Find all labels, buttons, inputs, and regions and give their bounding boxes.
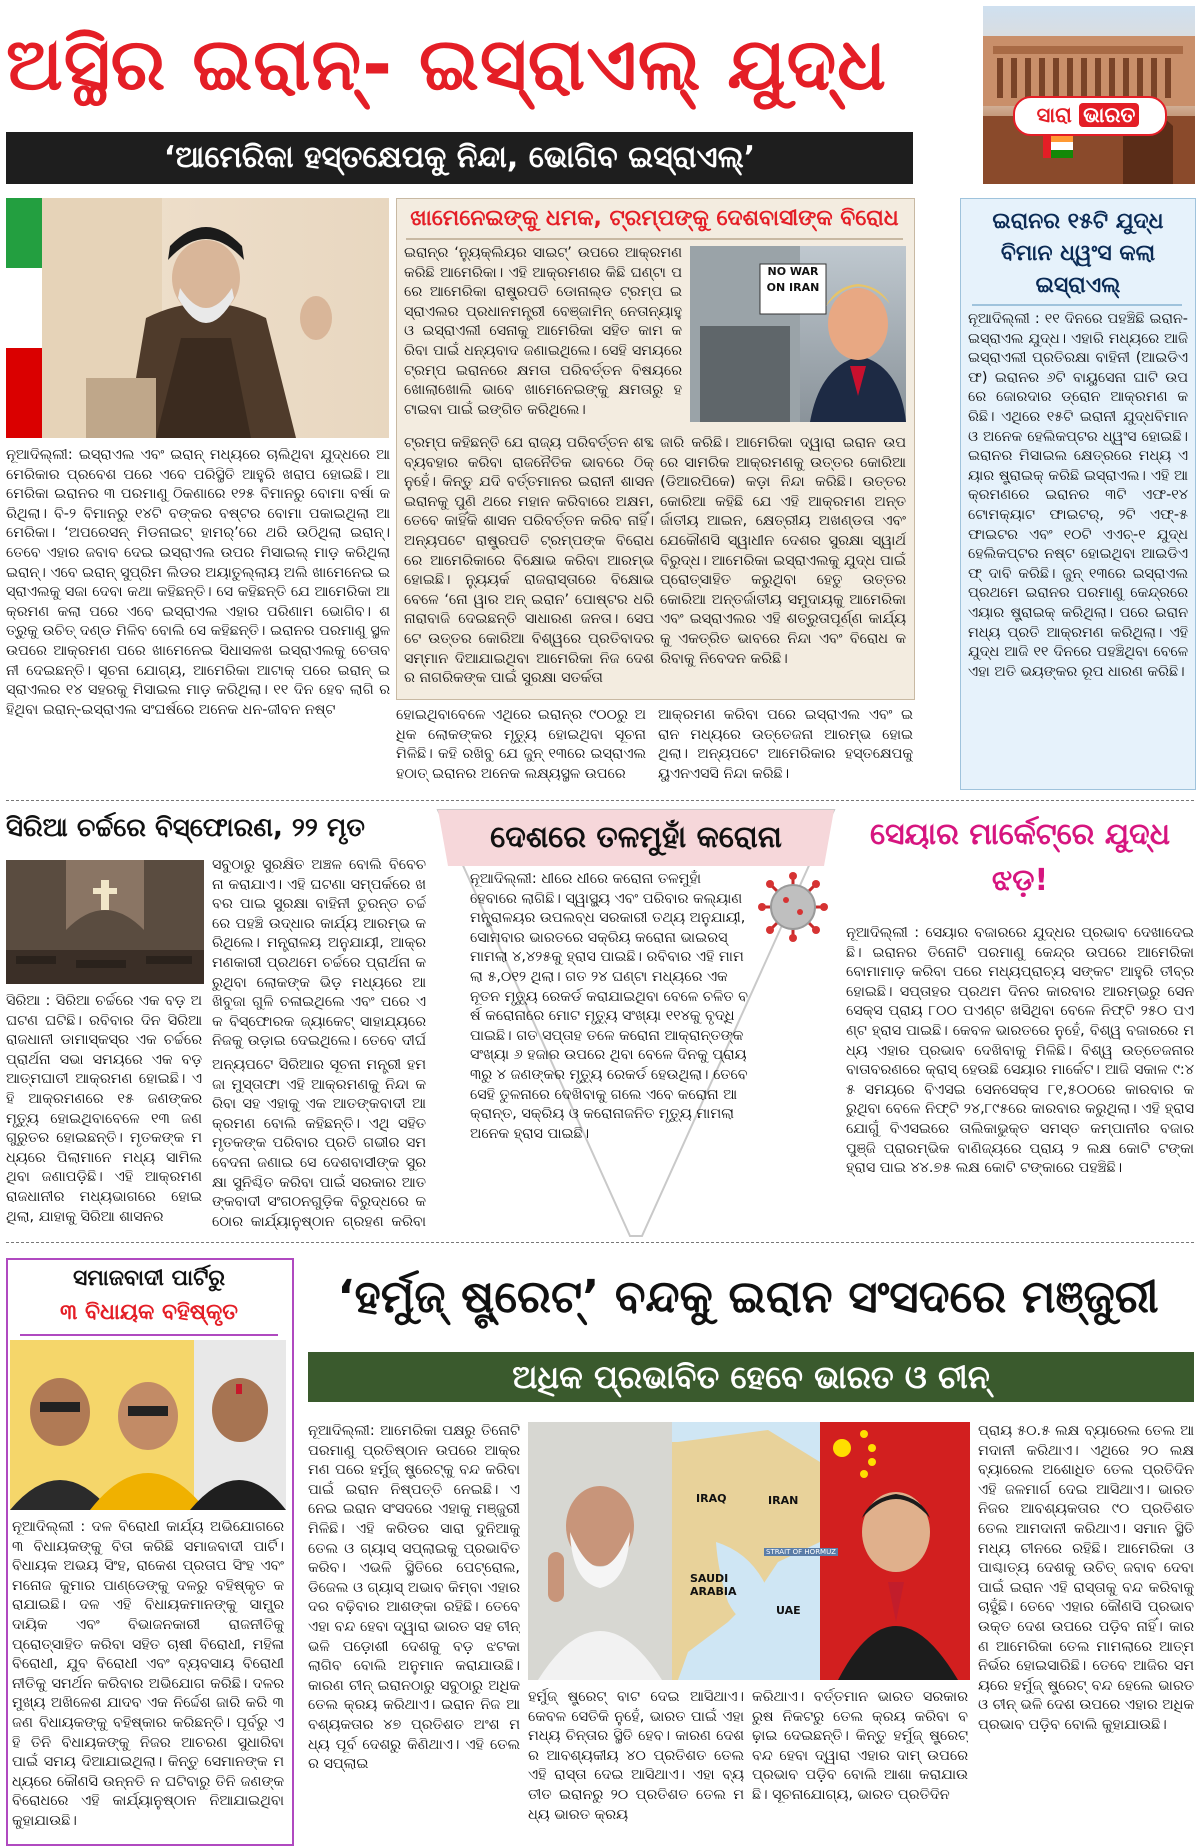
main-subline: ‘ଆମେରିକା ହସ୍ତକ୍ଷେପକୁ ନିନ୍ଦା, ଭୋଗିବ ଇସ୍ରାଏଲ୍‌’	[163, 140, 756, 175]
syria-church-photo	[6, 860, 204, 984]
lead-body: ନୂଆଦିଲ୍ଲୀ: ଇସ୍ରାଏଲ ଏବଂ ଇରାନ୍‌ ମଧ୍ୟରେ ଚାଲିଥିବା ଯୁଦ୍ଧରେ ଆମେରିକାର ପ୍ରବେଶ ପରେ ଏବେ ପରିସ୍ଥିତି ଆହୁରି ଖରାପ ହୋଇଛି। ଆମେରିକା ଇରାନର ୩ ପରମାଣୁ ଠିକଣାରେ ୧୨୫ ବିମାନରୁ ବୋମା ବର୍ଷା କରିଥିଲା। ବି-୨ ବିମାନରୁ ୧୪ଟି ବଙ୍କର ବଷ୍ଟର ବୋମା ପକାଇଥିଲା ଆମେରିକା। ‘ଅପରେସନ୍‌ ମିଡନାଇଟ୍‌ ହାମର୍‌’ରେ ଥରି ଉଠିଥିଲା ଇରାନ୍‌। ତେବେ ଏହାର ଜବାବ ଦେଇ ଇସ୍ରାଏଲ ଉପର ମିସାଇଲ୍‌ ମାଡ଼ କରିଥିଲା ଇରାନ୍‌। ଏବେ ଇରାନ୍‌ ସୁପ୍ରିମ ଲିଡର ଅୟାତୁଲ୍ଲାୟ ଅଲି ଖାମେନେଇ ଇସ୍ରାଏଲକୁ ସଜା ଦେବା କଥା କହିଛନ୍ତି। ସେ କହିଛନ୍ତି ଯେ ଆମେରିକା ଆକ୍ରମଣ କଲା ପରେ ଏବେ ଇସ୍ରାଏଲ ଏହାର ପରିଣାମ ଭୋଗିବ। ଶତ୍ରୁକୁ ଉଚିତ୍‌ ଦଣ୍ଡ ମିଳିବ ବୋଲି ସେ କହିଛନ୍ତି। ଇରାନର ପରମାଣୁ ସ୍ଥଳ ଉପରେ ଆକ୍ରମଣ ପରେ ଖାମେନେଇ ସିଧାସଳଖ ଇସ୍ରାଏଲକୁ ଚେତାବନୀ ଦେଇଛନ୍ତି। ସୂଚନା ଯୋଗ୍ୟ, ଆମେରିକା ଆଟାକ୍‌ ପରେ ଇରାନ୍‌ ଇସ୍ରାଏଲର ୧୪ ସହରକୁ ମିସାଇଲ ମାଡ଼ କରିଥିଲା। ୧୧ ଦିନ ହେବ ଲାଗି ରହିଥିବା ଇରାନ୍‌-ଇସ୍ରାଏଲ ସଂଘର୍ଷରେ ଅନେକ ଧନ-ଜୀବନ ନଷ୍ଟ	[6, 447, 390, 718]
map-label-iraq: IRAQ	[696, 1492, 727, 1505]
khamenei-headline-rule	[406, 238, 903, 240]
parliament-illustration	[983, 6, 1195, 184]
jets-headline-rule	[972, 304, 1182, 306]
sp-headline-1: ସମାଜବାଦୀ ପାର୍ଟିରୁ	[72, 1266, 226, 1291]
sp-body: ନୂଆଦିଲ୍ଲୀ : ଦଳ ବିରୋଧୀ କାର୍ଯ୍ୟ ଅଭିଯୋଗରେ ୩ ବିଧାୟକଙ୍କୁ ବିତା କରିଛି ସମାଜବାଦୀ ପାର୍ଟି। ବିଧାୟକ ଅଭୟ ସିଂହ, ରାକେଶ ପ୍ରତାପ ସିଂହ ଏବଂ ମନୋଜ କୁମାର ପାଣ୍ଡେଙ୍କୁ ଦଳରୁ ବହିଷ୍କୃତ କରାଯାଇଛି। ଦଳ ଏହି ବିଧାୟକମାନଙ୍କୁ ସାମ୍ପ୍ରଦାୟିକ ଏବଂ ବିଭାଜନକାରୀ ରାଜନୀତିକୁ ପ୍ରୋତ୍ସାହିତ କରିବା ସହିତ ଚାଷୀ ବିରୋଧୀ, ମହିଳା ବିରୋଧୀ, ଯୁବ ବିରୋଧୀ ଏବଂ ବ୍ୟବସାୟ ବିରୋଧୀ ନୀତିକୁ ସମର୍ଥନ କରିବାର ଅଭିଯୋଗ କରିଛି। ଦଳର ମୁଖ୍ୟ ଅଖିଳେଶ ଯାଦବ ଏକ ନିର୍ଦ୍ଦେଶ ଜାରି କରି ୩ ଜଣ ବିଧାୟକଙ୍କୁ ବହିଷ୍କାର କରିଛନ୍ତି। ପୂର୍ବରୁ ଏହି ତିନି ବିଧାୟକଙ୍କୁ ନିଜର ଆଚରଣ ସୁଧାରିବା ପାଇଁ ସମୟ ଦିଆଯାଇଥିଲା। କିନ୍ତୁ ସେମାନଙ୍କ ମଧ୍ୟରେ କୌଣସି ଉନ୍ନତି ନ ଘଟିବାରୁ ତିନି ଜଣଙ୍କ ବିରୋଧରେ ଏହି କାର୍ଯ୍ୟାନୁଷ୍ଠାନ ନିଆଯାଇଥିବା କୁହାଯାଉଛି।	[12, 1519, 284, 1829]
khamenei-story-body2: ଟ୍ରମ୍ପ କହିଛନ୍ତି ଯେ ରାଜ୍ୟ ପରିବର୍ତ୍ତନ ଶବ୍ଦ ବ୍ୟବହାର କରିବା ରାଜନୈତିକ ଭାବରେ ଠିକ୍‌ ନୁହେଁ। କିନ୍ତୁ ଯଦି ବର୍ତ୍ତମାନର ଇରାନୀ ଶାସନ ଇରାନକୁ ପୁଣି ଥରେ ମହାନ କରିବାରେ ଅକ୍ଷମ, ତେବେ କାହିଁକି ଶାସନ ପରିବର୍ତ୍ତନ କରିବ ନାହିଁ। ଅନ୍ୟପଟେ ରାଷ୍ଟ୍ରପତି ଟ୍ରମ୍ପଙ୍କ ବିରୋଧରେ ଆମେରିକାରେ ବିକ୍ଷୋଭ କରିବା ଆରମ୍ଭ ହୋଇଛି। ନ୍ୟୁୟର୍କ ରାଜରାସ୍ତାରେ ବିକ୍ଷୋଭ ବେଳେ ‘ନୋ ୱାର ଅନ୍‌ ଇରାନ’ ପୋଷ୍ଟର ଧରି ନାରାବାଜି ଦେଇଛନ୍ତି ସାଧାରଣ ଜନତା। ସେପଟେ ଉତ୍ତର କୋରିଆ ବିଶ୍ୱରେ ପ୍ରତିବାଦର ସମ୍ମାନ ଦିଆଯାଇଥିବା ଆମେରିକା ନିଜ ଦେଶର ନାଗରିକଙ୍କ ପାଇଁ ସୁରକ୍ଷା ସତର୍କତା	[404, 435, 654, 687]
syria-church-illustration	[6, 860, 204, 984]
divider-2	[6, 1242, 1194, 1243]
sp-mla-photo	[10, 1340, 286, 1510]
hormuz-body-left: ନୂଆଦିଲ୍ଲୀ: ଆମେରିକା ପକ୍ଷରୁ ତିନୋଟି ପରମାଣୁ ପ୍ରତିଷ୍ଠାନ ଉପରେ ଆକ୍ରମଣ ପରେ ହର୍ମୁଜ୍‌ ଷ୍ଟ୍ରେଟ୍‌କୁ ବନ୍ଦ କରିବା ପାଇଁ ଇରାନ ନିଷ୍ପତ୍ତି ନେଇଛି। ଏନେଇ ଇରାନ ସଂସଦରେ ଏହାକୁ ମଞ୍ଜୁରୀ ମିଳିଛି। ଏହି କରିଡର ସାରା ଦୁନିଆକୁ ତେଲ ଓ ଗ୍ୟାସ୍‌ ସପ୍ଲାଇକୁ ପ୍ରଭାବିତ କରିବ। ଏଭଳି ସ୍ଥିତିରେ ପେଟ୍ରୋଲ, ଡିଜେଲ ଓ ଗ୍ୟାସ୍‌ ଅଭାବ କିମ୍ବା ଏହାର ଦର ବଢ଼ିବାର ଆଶଙ୍କା ରହିଛି। ତେବେ ଏହା ବନ୍ଦ ହେବା ଦ୍ୱାରା ଭାରତ ସହ ଚୀନ୍‌ ଭଳି ପଡ଼ୋଶୀ ଦେଶକୁ ବଡ଼ ଝଟକା ଲାଗିବ ବୋଲି ଅନୁମାନ କରାଯାଉଛି। କାରଣ ଚୀନ୍‌ ଇରାନଠାରୁ ସବୁଠାରୁ ଅଧିକ ତେଲ କ୍ରୟ କରିଥାଏ। ଇରାନ ନିଜ ଆବଶ୍ୟକତାର ୪୭ ପ୍ରତିଶତ ଅଂଶ ମଧ୍ୟ ପୂର୍ବ ଦେଶରୁ କିଣିଥାଏ। ଏହି ତେଲର ସପ୍ଲାଇ	[308, 1423, 520, 1773]
hormuz-body-right: ପ୍ରାୟ ୫୦.୫ ଲକ୍ଷ ବ୍ୟାରେଲ ତେଲ ଆମଦାନୀ କରିଥାଏ। ଏଥିରେ ୨୦ ଲକ୍ଷ ବ୍ୟାରେଲ ଅଶୋଧିତ ତେଲ ପ୍ରତିଦିନ ଏହି ଜଳମାର୍ଗ ଦେଇ ଆସିଥାଏ। ଭାରତ ନିଜର ଆବଶ୍ୟକତାର ୯୦ ପ୍ରତିଶତ ତେଲ ଆମଦାନୀ କରିଥାଏ। ସମାନ ସ୍ଥିତି ମଧ୍ୟ ଚୀନରେ ରହିଛି। ଆମେରିକା ଓ ପାଶ୍ଚାତ୍ୟ ଦେଶକୁ ଉଚିତ୍‌ ଜବାବ ଦେବା ପାଇଁ ଇରାନ ଏହି ରାସ୍ତାକୁ ବନ୍ଦ କରିବାକୁ ଚାହୁଁଛି। ତେବେ ଏହାର କୌଣସି ପ୍ରଭାବ ଉକ୍ତ ଦେଶ ଉପରେ ପଡ଼ିବ ନାହିଁ। କାରଣ ଆମେରିକା ତେଲ ମାମଲାରେ ଆତ୍ମନିର୍ଭର ହୋଇସାରିଛି। ତେବେ ଆଜିର ସମୟରେ ହର୍ମୁଜ୍‌ ଷ୍ଟ୍ରେଟ୍‌ ବନ୍ଦ ହେଲେ ଭାରତ ଓ ଚୀନ୍‌ ଭଳି ଦେଶ ଉପରେ ଏହାର ଅଧିକ ପ୍ରଭାବ ପଡ଼ିବ ବୋଲି କୁହାଯାଉଛି।	[978, 1423, 1194, 1733]
section-label-part1: ସାରା	[1036, 103, 1072, 127]
protest-sign-text: NO WAR ON IRAN	[766, 265, 820, 294]
khamenei-photo	[6, 198, 389, 438]
jets-story-body: ନୂଆଦିଲ୍ଲୀ : ୧୧ ଦିନରେ ପହଞ୍ଚିଛି ଇରାନ-ଇସ୍ରାଏଲ ଯୁଦ୍ଧ। ଏହାରି ମଧ୍ୟରେ ଆଜି ଇସ୍ରାଏଲୀ ପ୍ରତିରକ୍ଷା ବାହିନୀ (ଆଇଡିଏଫ) ଇରାନର ୬ଟି ବାୟୁସେନା ଘାଟି ଉପରେ ଜୋରଦାର ଡ୍ରୋନ ଆକ୍ରମଣ କରିଛି। ଏଥିରେ ୧୫ଟି ଇରାନୀ ଯୁଦ୍ଧବିମାନ ଓ ଅନେକ ହେଲିକପ୍ଟର ଧ୍ୱଂସ ହୋଇଛି। ଇରାନର ମିସାଇଲ କ୍ଷେତ୍ରରେ ମଧ୍ୟ ଏୟାର ଷ୍ଟ୍ରାଇକ୍‌ କରିଛି ଇସ୍ରାଏଲ। ଏହି ଆକ୍ରମଣରେ ଇରାନର ୩ଟି ଏଫ-୧୪ ଟୋମକ୍ୟାଟ ଫାଇଟର୍‌, ୨ଟି ଏଫ୍‌-୫ ଫାଇଟର ଏବଂ ୧୦ଟି ଏଏଚ୍‌-୧ ଯୁଦ୍ଧ ହେଲିକପ୍ଟର ନଷ୍ଟ ହୋଇଥିବା ଆଇଡିଏଫ୍‌ ଦାବି କରିଛି। ଜୁନ୍‌ ୧୩ରେ ଇସ୍ରାଏଲ ପ୍ରଥମେ ଇରାନର ପରମାଣୁ କେନ୍ଦ୍ରରେ ଏୟାର ଷ୍ଟ୍ରାଇକ୍‌ କରିଥିଲା। ପରେ ଇରାନ ମଧ୍ୟ ପ୍ରତି ଆକ୍ରମଣ କରିଥିଲା। ଏହି ଯୁଦ୍ଧ ଆଜି ୧୧ ଦିନରେ ପହଞ୍ଚିଥିବା ବେଳେ ଏହା ଅତି ଭୟଙ୍କର ରୂପ ଧାରଣ କରିଛି।	[968, 311, 1188, 680]
jets-story-headline: ଇରାନର ୧୫ଟି ଯୁଦ୍ଧ ବିମାନ ଧ୍ୱଂସ କଲା ଇସ୍ରାଏଲ୍‌	[992, 209, 1164, 298]
section-label-part2: ଭାରତ	[1079, 103, 1139, 127]
sp-headline-rule	[20, 1334, 278, 1336]
khamenei-story-body3: ଜାରି କରିଛି। ଆମେରିକା ଦ୍ୱାରା ଇରାନ ଉପରେ ସାମରିକ ଆକ୍ରମଣକୁ ଉତ୍ତର କୋରିଆ (ଡିଆରପିକେ) କଡ଼ା ନିନ୍ଦା କରିଛି। ଉତ୍ତର କୋରିଆ କହିଛି ଯେ ଏହି ଆକ୍ରମଣ ଅନ୍ତର୍ଜାତୀୟ ଆଇନ, କ୍ଷେତ୍ରୀୟ ଅଖଣ୍ଡତା ଏବଂ ଯେକୌଣସି ସ୍ୱାଧୀନ ଦେଶର ସୁରକ୍ଷା ସ୍ୱାର୍ଥ ବିରୁଦ୍ଧ। ଆମେରିକା ଇସ୍ରାଏଲକୁ ଯୁଦ୍ଧ ପାଇଁ ପ୍ରୋତ୍ସାହିତ କରୁଥିବା ହେତୁ ଉତ୍ତର କୋରିଆ ଅନ୍ତର୍ଜାତୀୟ ସମୁଦାୟକୁ ଆମେରିକା ଏବଂ ଇସ୍ରାଏଲର ଏହି ଶତ୍ରୁତାପୂର୍ଣ୍ଣ କାର୍ଯ୍ୟକୁ ଏକତ୍ରିତ ଭାବରେ ନିନ୍ଦା ଏବଂ ବିରୋଧ କରିବାକୁ ନିବେଦନ କରିଛି।	[660, 435, 906, 667]
khamenei-story-headline: ଖାମେନେଇଙ୍କୁ ଧମକ, ଟ୍ରମ୍ପଙ୍କୁ ଦେଶବାସୀଙ୍କ ବିରୋଧ	[410, 206, 899, 231]
market-headline: ସେୟାର ମାର୍କେଟ୍‌ରେ ଯୁଦ୍ଧ ଝଡ଼!	[869, 817, 1171, 898]
main-headline: ଅସ୍ଥିର ଇରାନ୍‌- ଇସ୍ରାଏଲ୍‌ ଯୁଦ୍ଧ	[6, 22, 887, 106]
syria-body: ସିରିଆ : ସିରିଆ ଚର୍ଚ୍ଚରେ ଏକ ବଡ଼ ଅଘଟଣ ଘଟିଛି। ରବିବାର ଦିନ ସିରିଆ ରାଜଧାନୀ ଡାମାସ୍କସ୍‌ର ଏକ ଚର୍ଚ୍ଚରେ ପ୍ରାର୍ଥନା ସଭା ସମୟରେ ଏକ ବଡ଼ ଆତ୍ମଘାତୀ ଆକ୍ରମଣ ହୋଇଛି। ଏହି ଆକ୍ରମଣରେ ୧୫ ଜଣଙ୍କର ମୃତ୍ୟୁ ହୋଇଥିବାବେଳେ ୧୩ ଜଣ ଗୁରୁତର ହୋଇଛନ୍ତି। ମୃତକଙ୍କ ମଧ୍ୟରେ ପିଲାମାନେ ମଧ୍ୟ ସାମିଲ ଥିବା ଜଣାପଡ଼ିଛି। ଏହି ଆକ୍ରମଣ ରାଜଧାନୀର ମଧ୍ୟଭାଗରେ ହୋଇଥିଲା, ଯାହାକୁ ସିରିଆ ଶାସନର	[6, 993, 202, 1225]
syria-body-right: ସବୁଠାରୁ ସୁରକ୍ଷିତ ଅଞ୍ଚଳ ବୋଲି ବିବେଚନା କରାଯାଏ। ଏହି ଘଟଣା ସମ୍ପର୍କରେ ଖବର ପାଇ ସୁରକ୍ଷା ବାହିନୀ ତୁରନ୍ତ ଚର୍ଚ୍ଚରେ ପହଞ୍ଚି ଉଦ୍ଧାର କାର୍ଯ୍ୟ ଆରମ୍ଭ କରିଥିଲେ। ମନ୍ତ୍ରାଳୟ ଅନୁଯାୟୀ, ଆକ୍ରମଣକାରୀ ପ୍ରଥମେ ଚର୍ଚ୍ଚରେ ପ୍ରାର୍ଥନା କରୁଥିବା ଲୋକଙ୍କ ଭିଡ଼ ମଧ୍ୟରେ ଆଖିବୁଜା ଗୁଳି ଚଳାଇଥିଲେ ଏବଂ ପରେ ଏକ ବିସ୍ଫୋରକ ଜ୍ୟାକେଟ୍‌ ସାହାଯ୍ୟରେ ନିଜକୁ ଉଡ଼ାଇ ଦେଇଥିଲେ। ତେବେ ଦୀର୍ଘ	[212, 857, 426, 1050]
hormuz-composite-illustration	[528, 1422, 970, 1680]
khamenei-illustration	[6, 198, 389, 438]
corona-body: ନୂଆଦିଲ୍ଲୀ: ଧୀରେ ଧୀରେ କରୋନା ତଳମୁହାଁ ହେବାରେ ଲାଗିଛି। ସ୍ୱାସ୍ଥ୍ୟ ଏବଂ ପରିବାର କଲ୍ୟାଣ ମନ୍ତ୍ରାଳୟର ଉପଲବ୍ଧ ସରକାରୀ ତଥ୍ୟ ଅନୁଯାୟୀ, ସୋମବାର ଭାରତରେ ସକ୍ରିୟ କରୋନା ଭାଇରସ୍‌ ମାମଲା ୪,୪୨୫କୁ ହ୍ରାସ ପାଇଛି। ରବିବାର ଏହି ମାମଲା ୫,୦୧୨ ଥିଲା। ଗତ ୨୪ ଘଣ୍ଟା ମଧ୍ୟରେ ଏକ ନୂତନ ମୃତ୍ୟୁ ରେକର୍ଡ କରାଯାଇଥିବା ବେଳେ ଚଳିତ ବର୍ଷ କରୋନାରେ ମୋଟ ମୃତ୍ୟୁ ସଂଖ୍ୟା ୧୧୪କୁ ବୃଦ୍ଧି ପାଇଛି। ଗତ ସପ୍ତାହ ତଳେ କରୋନା ଆକ୍ରାନ୍ତଙ୍କ ସଂଖ୍ୟା ୬ ହଜାର ଉପରେ ଥିବା ବେଳେ ଦିନକୁ ପ୍ରାୟ ୩ରୁ ୪ ଜଣଙ୍କର ମୃତ୍ୟୁ ରେକର୍ଡ ହେଉଥିଲା। ତେବେ ସେହି ତୁଳନାରେ ଦେଖିବାକୁ ଗଲେ ଏବେ କରୋନା ଆକ୍ରାନ୍ତ, ସକ୍ରିୟ ଓ କରୋନାଜନିତ ମୃତ୍ୟୁ ମାମଲା ଅନେକ ହ୍ରାସ ପାଇଛି।	[470, 871, 748, 1142]
virus-icon	[756, 870, 830, 944]
section-label	[1013, 96, 1163, 134]
hormuz-subline: ଅଧିକ ପ୍ରଭାବିତ ହେବେ ଭାରତ ଓ ଚୀନ୍‌	[512, 1358, 990, 1396]
hormuz-composite-photo	[528, 1422, 970, 1680]
trump-protest-photo	[690, 246, 906, 422]
market-body: ନୂଆଦିଲ୍ଲୀ : ସେୟାର ବଜାରରେ ଯୁଦ୍ଧର ପ୍ରଭାବ ଦେଖାଦେଇଛି। ଇରାନର ତିନୋଟି ପରମାଣୁ କେନ୍ଦ୍ର ଉପରେ ଆମେରିକା ବୋମାମାଡ଼ କରିବା ପରେ ମଧ୍ୟପ୍ରାଚ୍ୟ ସଙ୍କଟ ଆହୁରି ତୀବ୍ର ହୋଇଛି। ସପ୍ତାହର ପ୍ରଥମ ଦିନର କାରବାର ଆରମ୍ଭରୁ ସେନସେକ୍ସ ପ୍ରାୟ ୮୦୦ ପଏଣ୍ଟ ଖସିଥିବା ବେଳେ ନିଫ୍ଟି ୨୫୦ ପଏଣ୍ଟ ହ୍ରାସ ପାଇଛି। କେବଳ ଭାରତରେ ନୁହେଁ, ବିଶ୍ୱ ବଜାରରେ ମଧ୍ୟ ଏହାର ପ୍ରଭାବ ଦେଖିବାକୁ ମିଳିଛି। ବିଶ୍ୱ ଉତ୍ତେଜନାର ବାତାବରଣରେ କ୍ରାସ୍‌ ହେଉଛି ସେୟାର ମାର୍କେଟ। ଆଜି ସକାଳ ୯:୪୫ ସମୟରେ ବିଏସଇ ସେନସେକ୍ସ ୮୧,୫୦୦ରେ କାରବାର କରୁଥିବା ବେଳେ ନିଫ୍ଟି ୨୪,୮୯୫ରେ କାରବାର କରୁଥିଲା। ଏହି ହ୍ରାସ ଯୋଗୁଁ ବିଏସଇରେ ତାଲିକାଭୁକ୍ତ ସମସ୍ତ କମ୍ପାନୀର ବଜାର ପୁଞ୍ଜି ପ୍ରାରମ୍ଭିକ ବାଣିଜ୍ୟରେ ପ୍ରାୟ ୨ ଲକ୍ଷ କୋଟି ଟଙ୍କା ହ୍ରାସ ପାଇ ୪୪.୭୫ ଲକ୍ଷ କୋଟି ଟଙ୍କାରେ ପହଞ୍ଚିଛି।	[846, 925, 1194, 1177]
syria-headline: ସିରିଆ ଚର୍ଚ୍ଚରେ ବିସ୍ଫୋରଣ, ୨୨ ମୃତ	[6, 813, 365, 843]
hormuz-body-mid: ହର୍ମୁଜ୍‌ ଷ୍ଟ୍ରେଟ୍‌ ବାଟ ଦେଇ ଆସିଥାଏ। କେବଳ ସେତିକି ନୁହେଁ, ଭାରତ ପାଇଁ ଏହା ମଧ୍ୟ ଚିନ୍ତାର ସ୍ଥିତି ହେବ। କାରଣ ଦେଶର ଆବଶ୍ୟକୀୟ ୪୦ ପ୍ରତିଶତ ତେଲ ଏହି ରାସ୍ତା ଦେଇ ଆସିଥାଏ। ଏହା ବ୍ୟତୀତ ଇରାନରୁ ୨୦ ପ୍ରତିଶତ ତେଲ ମଧ୍ୟ ଭାରତ କ୍ରୟ	[528, 1689, 744, 1823]
map-label-strait: STRAIT OF HORMUZ	[766, 1548, 836, 1556]
syria-body2: ଅନ୍ୟପଟେ ସିରିଆର ସୂଚନା ମନ୍ତ୍ରୀ ହମଜା ମୁସ୍ତାଫା ଏହି ଆକ୍ରମଣକୁ ନିନ୍ଦା କରିବା ସହ ଏହାକୁ ଏକ ଆତଙ୍କବାଦୀ ଆକ୍ରମଣ ବୋଲି କହିଛନ୍ତି। ଏଥି ସହିତ ମୃତକଙ୍କ ପରିବାର ପ୍ରତି ଗଭୀର ସମବେଦନା ଜଣାଇ ସେ ଦେଶବାସୀଙ୍କ ସୁରକ୍ଷା ସୁନିଶ୍ଚିତ କରିବା ପାଇଁ ସରକାର ଆତଙ୍କବାଦୀ ସଂଗଠନଗୁଡ଼ିକ ବିରୁଦ୍ଧରେ କଠୋର କାର୍ଯ୍ୟାନୁଷ୍ଠାନ ଗ୍ରହଣ କରିବା	[212, 1057, 426, 1230]
lead-body-cont2: ଆକ୍ରମଣ କରିବା ପରେ ଇସ୍ରାଏଲ ଏବଂ ଇରାନ ମଧ୍ୟରେ ଉତ୍ତେଜନା ଆରମ୍ଭ ହୋଇଥିଲା। ଅନ୍ୟପଟେ ଆମେରିକାର ହସ୍ତକ୍ଷେପକୁ ୟୁଏନଏସସି ନିନ୍ଦା କରିଛି।	[658, 707, 913, 782]
map-label-uae: UAE	[776, 1604, 801, 1617]
hormuz-body-mid2: କରିଥାଏ। ବର୍ତ୍ତମାନ ଭାରତ ସରକାର ରୁଷ ନିକଟରୁ ତେଲ କ୍ରୟ କରିବା ବଢ଼ାଇ ଦେଇଛନ୍ତି। କିନ୍ତୁ ହର୍ମୁଜ୍‌ ଷ୍ଟ୍ରେଟ୍‌ ବନ୍ଦ ହେବା ଦ୍ୱାରା ଏହାର ଦାମ୍‌ ଉପରେ ପ୍ରଭାବ ପଡ଼ିବ ବୋଲି ଆଶା କରାଯାଉଛି। ସୂଚନାଯୋଗ୍ୟ, ଭାରତ ପ୍ରତିଦିନ	[752, 1689, 968, 1803]
khamenei-story-body: ଇରାନ୍‌ର ‘ନ୍ୟୁକ୍ଲିୟର ସାଇଟ୍‌’ ଉପରେ ଆକ୍ରମଣ କରିଛି ଆମେରିକା। ଏହି ଆକ୍ରମଣର କିଛି ଘଣ୍ଟା ପରେ ଆମେରିକା ରାଷ୍ଟ୍ରପତି ଡୋନାଲ୍ଡ ଟ୍ରମ୍ପ ଇସ୍ରାଏଲର ପ୍ରଧାନମନ୍ତ୍ରୀ ବେଞ୍ଜାମିନ୍‌ ନେତାନ୍ୟାହୁ ଓ ଇସ୍ରାଏଲୀ ସେନାକୁ ଆମେରିକା ସହିତ କାମ କରିବା ପାଇଁ ଧନ୍ୟବାଦ ଜଣାଇଥିଲେ। ସେହି ସମୟରେ ଟ୍ରମ୍ପ ଇରାନରେ କ୍ଷମତା ପରିବର୍ତ୍ତନ ବିଷୟରେ ଖୋଲାଖୋଲି ଭାବେ ଖାମେନେଇଙ୍କୁ କ୍ଷମତାରୁ ହଟାଇବା ପାଇଁ ଇଙ୍ଗିତ କରିଥିଲେ।	[404, 245, 682, 418]
sp-headline-2: ୩ ବିଧାୟକ ବହିଷ୍କୃତ	[60, 1300, 238, 1325]
corona-headline: ଦେଶରେ ତଳମୁହାଁ କରୋନା	[490, 820, 782, 855]
hormuz-headline: ‘ହର୍ମୁଜ୍‌ ଷ୍ଟ୍ରେଟ୍‌’ ବନ୍ଦକୁ ଇରାନ ସଂସଦରେ ମଞ୍ଜୁରୀ	[337, 1270, 1159, 1323]
divider-1	[6, 800, 1194, 801]
sp-mla-illustration	[10, 1340, 286, 1510]
map-label-iran: IRAN	[768, 1494, 799, 1507]
lead-body-cont: ହୋଇଥିବାବେଳେ ଏଥିରେ ଇରାନ୍‌ର ୯୦୦ରୁ ଅଧିକ ଲୋକଙ୍କର ମୃତ୍ୟୁ ହୋଇଥିବା ସୂଚନା ମିଳିଛି। କହି ରଖିବୁ ଯେ ଜୁନ୍‌ ୧୩ରେ ଇସ୍ରାଏଲ ହଠାତ୍‌ ଇରାନର ଅନେକ ଲକ୍ଷ୍ୟସ୍ଥଳ ଉପରେ	[396, 707, 646, 782]
section-logo	[983, 6, 1195, 184]
map-label-saudi: SAUDI ARABIA	[690, 1572, 737, 1598]
